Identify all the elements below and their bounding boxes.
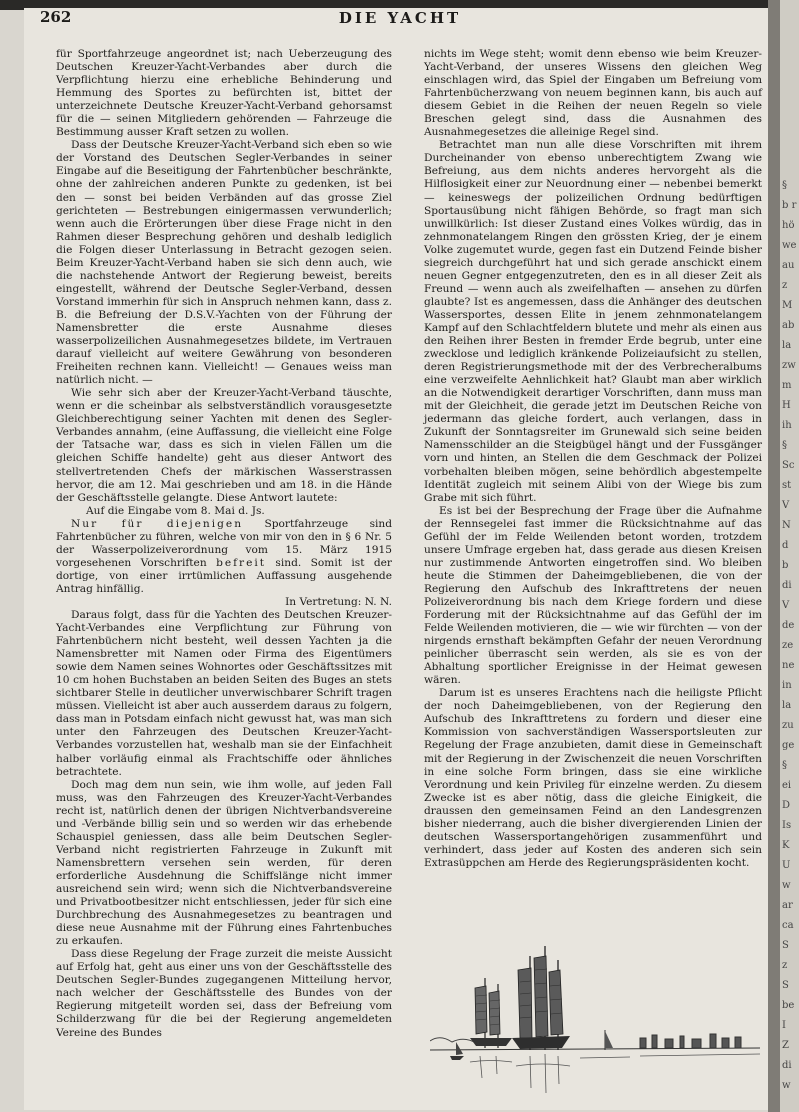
margin-fragment: ne — [782, 660, 795, 671]
paragraph: Daraus folgt, dass für die Yachten des Deutschen Kreuzer-Yacht-Verbandes eine Verpflichtung zur Führung von Fahrtenbüchern nicht besteht, weil dessen Yachten ja die Namensbretter mit Namen oder Firma des Eigentümers sowie dem Namen seines Wohnortes oder Geschäftssitzes mit 10 cm hohen Buchstaben an beiden Seiten des Buges an stets sichtbarer Stelle in deutlicher unverwischbarer Schrift tragen müssen. Vielleicht ist aber auch ausserdem daraus zu folgern, dass man in Potsdam einfach nicht gewusst hat, was man sich unter den Fahrzeugen des Deutschen Kreuzer-Yacht-Verbandes vorzustellen hat, weshalb man sie der Einfachheit halber vorläufig einmal als Frachtschiffe oder ähnliches betrachtete. — [56, 609, 392, 778]
margin-fragment: d — [782, 540, 789, 551]
paragraph: Betrachtet man nun alle diese Vorschriften mit ihrem Durcheinander von ebenso unberechtigtem Zwang wie Befreiung, aus dem nichts anderes hervorgeht als die Hilflosigkeit einer zur Neuordnung einer — nebenbei bemerkt — keineswegs der polizeilichen Ordnung bedürftigen Sportausübung nicht fähigen Behörde, so fragt man sich unwillkürlich: Ist dieser Zustand eines Volkes würdig, das in zehnmonatelangem Ringen den grössten Krieg, der je einem Volke zugemutet wurde, gegen fast ein Dutzend Feinde bisher siegreich durchgeführt hat und sich gerade anschickt einem neuen Gegner entgegenzutreten, den es in all dieser Zeit als Freund — wenn auch als zweifelhaften — ansehen zu dürfen glaubte? Ist es angemessen, dass die Anhänger des deutschen Wassersportes, dessen Elite in jenem zehnmonatelangem Kampf auf den Schlachtfeldern blutete und mehr als einen aus den Reihen ihrer Besten in fremder Erde begrub, unter eine zwecklose und lediglich kränkende Polizeiaufsicht zu stellen, deren Registrierungsmethode mit der des Verbrecheralbums eine verzweifelte Aehnlichkeit hat? Glaubt man aber wirklich an die Notwendigkeit derartiger Vorschriften, dann muss man mit der Gleichheit, die gerade jetzt im Deutschen Reiche von jedermann das gleiche fordert, auch verlangen, dass in Zukunft der Sonntagsreiter im Grunewald sich seine beiden Namensschilder an die Steigbügel hängt und der Fussgänger vorn und hinten, an Stellen die dem Geschmack der Polizei vorbehalten bleiben mögen, seine behördlich abgestempelte Identität zugleich mit seinem Alibi von der Wiege bis zum Grabe mit sich führt. — [424, 139, 762, 504]
left-column — [56, 48, 392, 1040]
quote-text: Sportfahrzeuge sind Fahrtenbücher zu führen, welche von mir von den in § 6 Nr. 5 der Wasserpolizeiverordnung vom 15. März 1915 vorgesehenen Vorschriften — [56, 517, 392, 569]
paragraph: für Sportfahrzeuge angeordnet ist; nach Ueberzeugung des Deutschen Kreuzer-Yacht-Verbandes aber durch die Verpflichtung hierzu eine erhebliche Behinderung und Hemmung des Sportes zu befürchten ist, bittet der unterzeichnete Deutsche Kreuzer-Yacht-Verband gehorsamst für die — seinen Mitgliedern gehörenden — Fahrzeuge die Bestimmung ausser Kraft setzen zu wollen. — [56, 48, 392, 139]
spaced-emphasis: befreit — [216, 556, 267, 569]
margin-fragment: ze — [782, 640, 794, 651]
margin-fragment: V — [782, 600, 790, 611]
margin-fragment: m — [782, 380, 792, 391]
margin-fragment: M — [782, 300, 793, 311]
margin-fragment: K — [782, 840, 790, 851]
margin-fragment: b r — [782, 200, 797, 211]
paragraph: Dass der Deutsche Kreuzer-Yacht-Verband sich eben so wie der Vorstand des Deutschen Segler-Verbandes in seiner Eingabe auf die Beseitigung der Fahrtenbücher beschränkte, ohne der zahlreichen anderen Punkte zu gedenken, ist bei den — sonst bei beiden Verbänden auf das grosse Ziel gerichteten — Bestrebungen einigermassen verwunderlich; wenn auch die Erörterungen über diese Frage nicht in den Rahmen dieser Besprechung gehören und deshalb lediglich die Folgen dieser Unterlassung in Betracht gezogen seien. Beim Kreuzer-Yacht-Verband haben sie sich denn auch, wie die nachstehende Antwort der Regierung beweist, bereits eingestellt, während der Deutsche Segler-Verband, dessen Vorstand immerhin für sich in Anspruch nehmen kann, dass z. B. die Befreiung der D.S.V.-Yachten von der Führung der Namensbretter die erste Ausnahme dieses wasserpolizeilichen Ausnahmegesetzes bildete, im Vertrauen darauf vielleicht auf weitere Gewährung von besonderen Freiheiten rechnen kann. Vielleicht! — Genaues weiss man natürlich nicht. — — [56, 139, 392, 387]
margin-fragment: la — [782, 700, 792, 711]
adjacent-page-strip — [768, 0, 799, 1112]
margin-fragment: zw — [782, 360, 796, 371]
paragraph: Dass diese Regelung der Frage zurzeit die meiste Aussicht auf Erfolg hat, geht aus einer uns von der Geschäftsstelle des Deutschen Segler-Bundes zugegangenen Mitteilung hervor, nach welcher der Geschäftsstelle des Bundes von der Regierung mitgeteilt worden sei, dass der Befreiung vom Schilderzwang für die bei der Regierung angemeldeten Vereine des Bundes — [56, 948, 392, 1039]
paragraph: Darum ist es unseres Erachtens nach die heiligste Pflicht der noch Daheimgebliebenen, von der Regierung den Aufschub des Inkrafttretens zu fordern und dieser eine Kommission von sachverständigen Wassersportsleuten zur Regelung der Frage anzubieten, damit diese in Gemeinschaft mit der Regierung in der Zwischenzeit die neuen Vorschriften in eine solche Form bringen, dass sie eine wirkliche Verordnung und kein Privileg für einzelne werden. Zu diesem Zwecke ist es aber nötig, dass die gleiche Einigkeit, die draussen den gemeinsamen Feind an den Landesgrenzen bisher niederrang, auch die bisher divergierenden Linien der deutschen Wassersportangehörigen zusammenführt und verhindert, dass jeder auf Kosten des anderen sich sein Extrasüppchen am Herde des Regierungspräsidenten kocht. — [424, 687, 762, 869]
margin-fragment: ca — [782, 920, 794, 931]
margin-fragment: la — [782, 340, 792, 351]
margin-fragment: Is — [782, 820, 792, 831]
margin-fragment: di — [782, 1060, 792, 1071]
binding-fold — [768, 0, 780, 1112]
margin-fragment: st — [782, 480, 792, 491]
margin-fragment: b — [782, 560, 789, 571]
margin-fragment: Z — [782, 1040, 789, 1051]
margin-fragment: w — [782, 1080, 791, 1091]
spaced-emphasis: Nur für diejenigen — [71, 517, 244, 530]
margin-fragment: § — [782, 760, 787, 771]
margin-fragment: Sc — [782, 460, 795, 471]
paragraph: Es ist bei der Besprechung der Frage über die Aufnahme der Rennsegelei fast immer die Rücksichtnahme auf das Gefühl der im Felde Weilenden betont worden, trotzdem unsere Umfrage ergeben hat, dass gerade aus diesen Kreisen nur zustimmende Antworten eingetroffen sind. Wo bleiben heute die Stimmen der Daheimgebliebenen, die von der Regierung den Aufschub des Inkrafttretens der neuen Polizeiverordnung bis nach dem Kriege fordern und diese Forderung mit der Rücksichtnahme auf das Gefühl der im Felde Weilenden motivieren, die — wie wir fürchten — von der nirgends ernsthaft bekämpften Gefahr der neuen Verordnung peinlicher überrascht sein werden, als sie es von der Abhaltung sportlicher Ereignisse in der Heimat gewesen wären. — [424, 504, 762, 687]
margin-fragment: hö — [782, 220, 795, 231]
paragraph: Wie sehr sich aber der Kreuzer-Yacht-Verband täuschte, wenn er die scheinbar als selbstverständlich vorausgesetzte Gleichberechtigung seiner Yachten mit denen des Segler-Verbandes annahm, (eine Auffassung, die vielleicht eine Folge der Tatsache war, dass es sich in vielen Fällen um die gleichen Schiffe handelte) geht aus dieser Antwort des stellvertretenden Chefs der märkischen Wasserstrassen hervor, die am 12. Mai geschrieben und am 18. in die Hände der Geschäftsstelle gelangte. Diese Antwort lautete: — [56, 387, 392, 504]
margin-fragment: S — [782, 980, 789, 991]
margin-fragment: di — [782, 580, 792, 591]
margin-fragment: z — [782, 960, 788, 971]
paragraph: nichts im Wege steht; womit denn ebenso wie beim Kreuzer-Yacht-Verband, der unseres Wissens den gleichen Weg einschlagen wird, das Spiel der Eingaben um Befreiung vom Fahrtenbücherzwang von neuem beginnen kann, bis auch auf diesem Gebiet in die Reihen der neuen Regeln so viele Breschen gelegt sind, dass die Ausnahmen des Ausnahmegesetzes die alleinige Regel sind. — [424, 48, 762, 139]
margin-fragment: in — [782, 680, 792, 691]
quoted-reply — [56, 518, 392, 596]
margin-fragment: H — [782, 400, 791, 411]
margin-fragment: § — [782, 440, 787, 451]
margin-fragment: D — [782, 800, 791, 811]
margin-fragment: V — [782, 500, 790, 511]
margin-fragment: we — [782, 240, 797, 251]
running-head: DIE YACHT — [338, 9, 462, 27]
margin-fragment: z — [782, 280, 788, 291]
quote-text: sind. Somit ist der dortige, von einer irrtümlichen Auffassung ausgehende Antrag hinfällig. — [56, 556, 392, 595]
margin-fragment: be — [782, 1000, 795, 1011]
quote-heading: Auf die Eingabe vom 8. Mai d. Js. — [86, 504, 265, 517]
right-column — [424, 48, 762, 870]
margin-fragment: ar — [782, 900, 793, 911]
margin-fragment: au — [782, 260, 795, 271]
margin-fragment: w — [782, 880, 791, 891]
margin-fragment: U — [782, 860, 791, 871]
signature-line: In Vertretung: N. N. — [285, 595, 392, 608]
margin-fragment: zu — [782, 720, 794, 731]
margin-fragment: N — [782, 520, 791, 531]
sailing-ships-illustration — [430, 938, 760, 1103]
margin-fragment: ge — [782, 740, 795, 751]
margin-fragment: ab — [782, 320, 795, 331]
margin-fragment: S — [782, 940, 789, 951]
margin-fragment: ih — [782, 420, 792, 431]
margin-fragment: I — [782, 1020, 786, 1031]
page-number: 262 — [40, 8, 72, 26]
paragraph: Doch mag dem nun sein, wie ihm wolle, auf jeden Fall muss, was den Fahrzeugen des Kreuzer-Yacht-Verbandes recht ist, natürlich denen der übrigen Nichtverbandsvereine und -Verbände billig sein und so werden wir das erhebende Schauspiel geniessen, dass alle beim Deutschen Segler-Verband nicht registrierten Fahrzeuge in Zukunft mit Namensbrettern versehen sein werden, für deren erforderliche Ausdehnung die Schiffslänge nicht immer ausreichend sein wird; wenn sich die Nichtverbandsvereine und Privatbootbesitzer nicht entschliessen, jeder für sich eine Durchbrechung des Ausnahmegesetzes zu beantragen und diese neue Ausnahme mit der Führung eines Fahrtenbuches zu erkaufen. — [56, 778, 392, 948]
margin-fragment: ei — [782, 780, 792, 791]
margin-fragment: § — [782, 180, 787, 191]
margin-fragment: de — [782, 620, 795, 631]
